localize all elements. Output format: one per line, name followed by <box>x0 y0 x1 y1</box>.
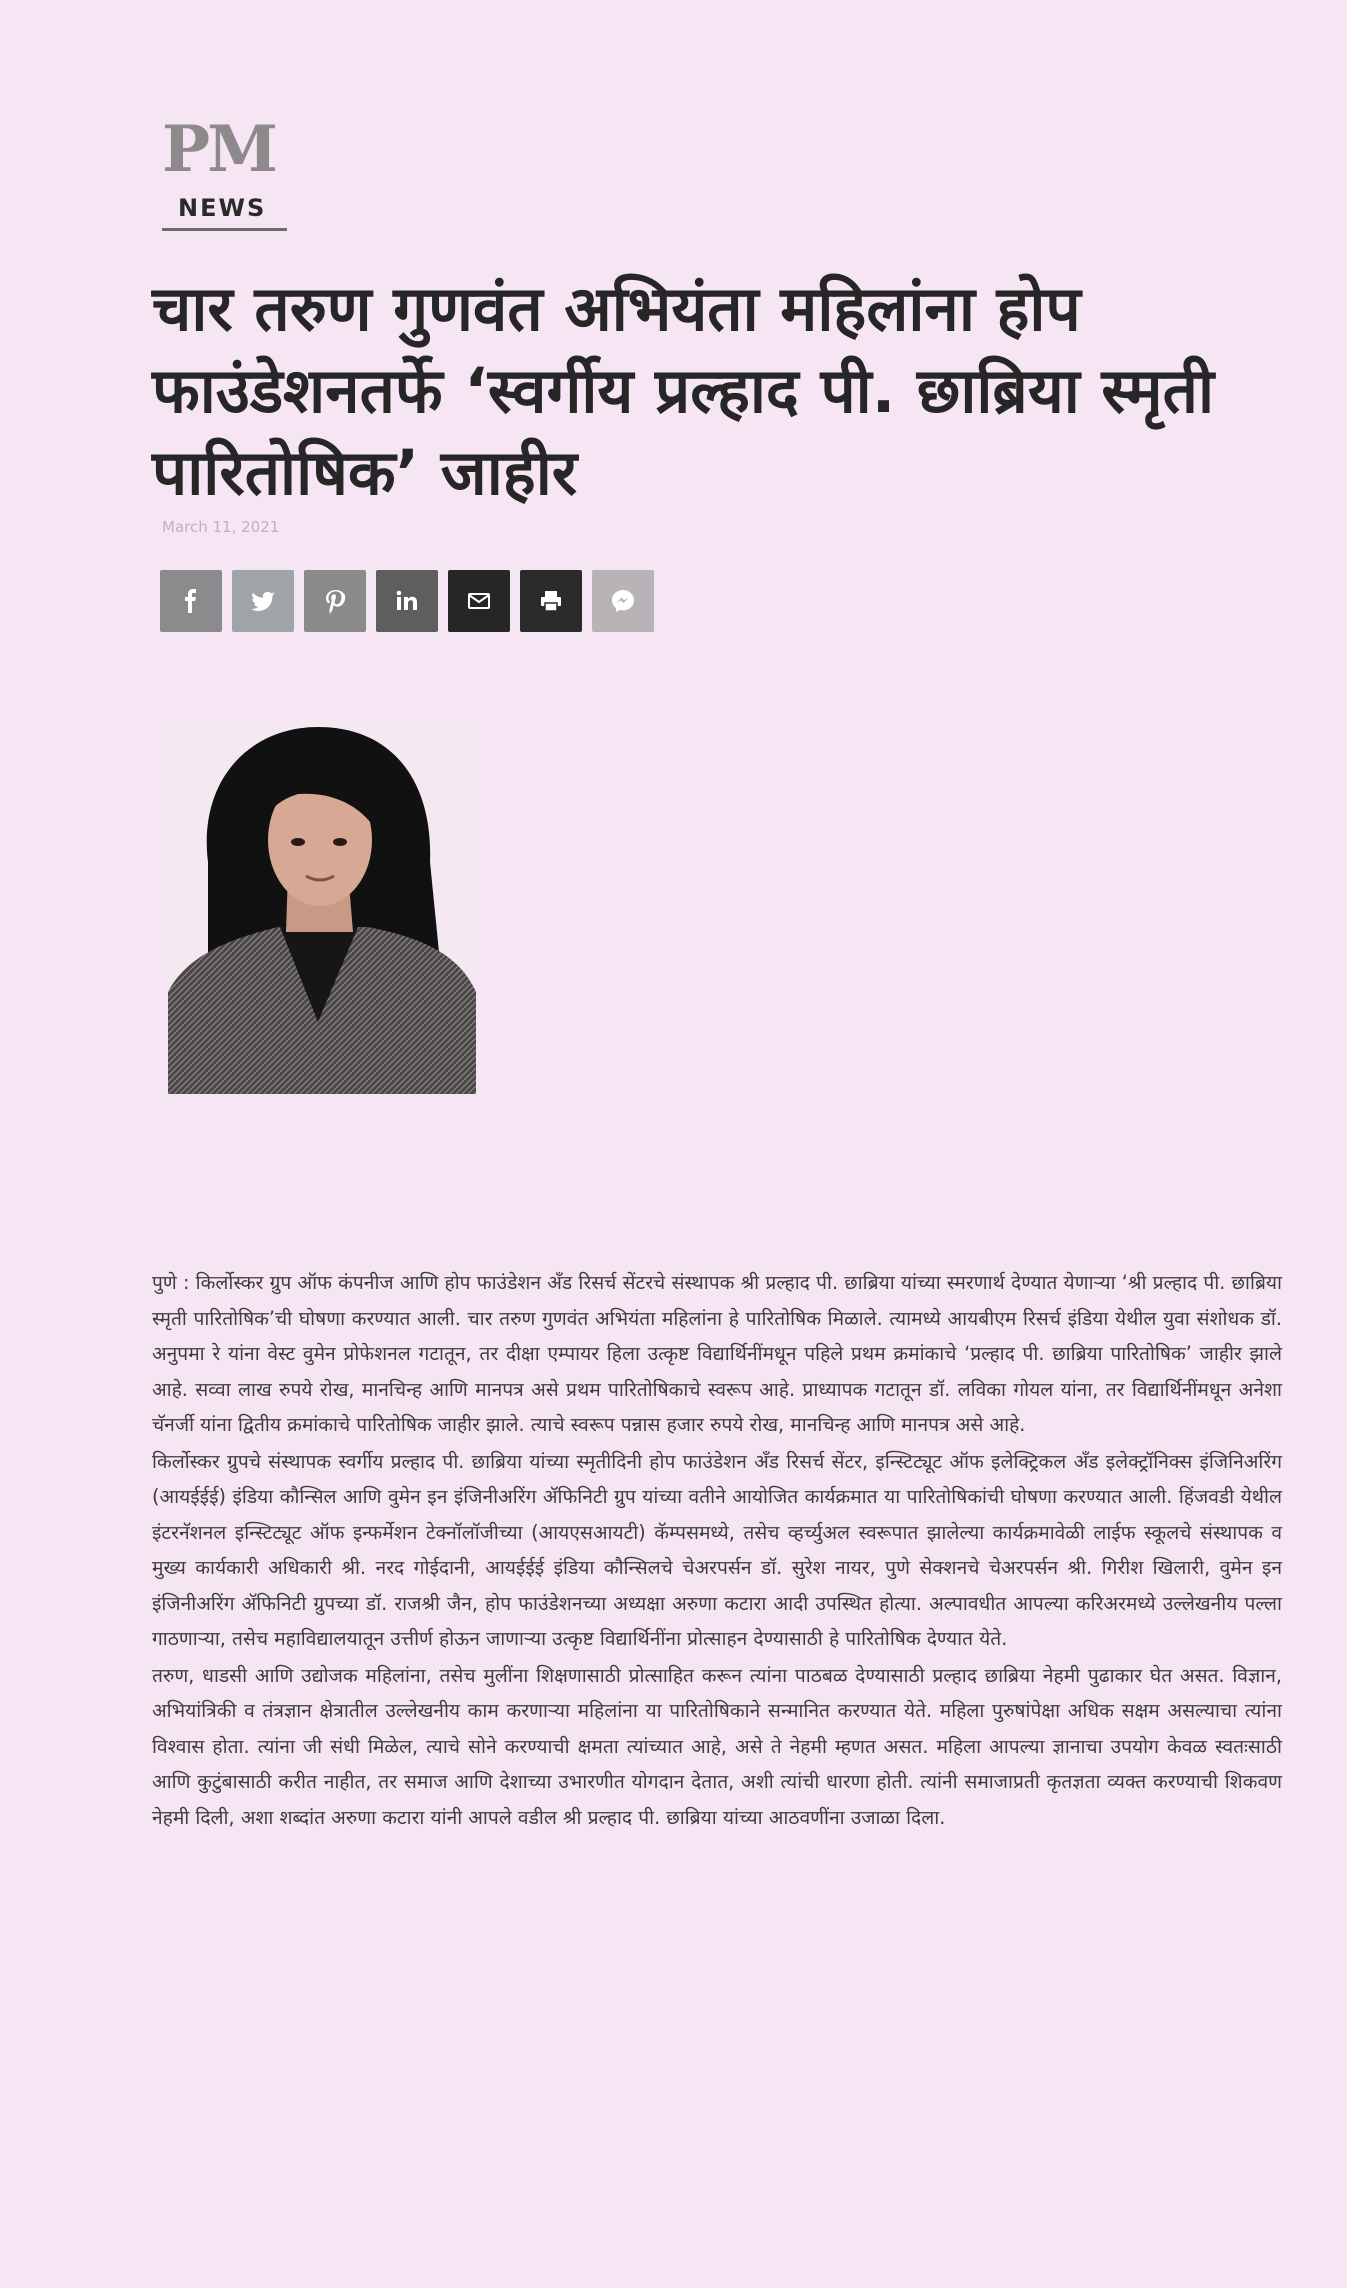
print-icon <box>536 586 566 616</box>
email-icon <box>464 586 494 616</box>
pm-news-logo[interactable] <box>160 112 295 243</box>
facebook-share-button[interactable] <box>160 570 222 632</box>
linkedin-icon <box>392 586 422 616</box>
pinterest-icon <box>320 586 350 616</box>
share-buttons <box>160 570 654 636</box>
logo-underline <box>162 228 287 231</box>
article-paragraph: पुणे : किर्लोस्कर ग्रुप ऑफ कंपनीज आणि होप फाउंडेशन अँड रिसर्च सेंटरचे संस्थापक श्री प्रल्हाद पी. छाब्रिया यांच्या स्मरणार्थ देण्यात येणाऱ्या ‘श्री प्रल्हाद पी. छाब्रिया स्मृती पारितोषिक’ची घोषणा करण्यात आली. चार तरुण गुणवंत अभियंता महिलांना हे पारितोषिक मिळाले. त्यामध्ये आयबीएम रिसर्च इंडिया येथील युवा संशोधक डॉ. अनुपमा रे यांना वेस्ट वुमेन प्रोफेशनल गटातून, तर दीक्षा एम्पायर हिला उत्कृष्ट विद्यार्थिनींमधून पहिले प्रथम क्रमांकाचे ‘प्रल्हाद पी. छाब्रिया पारितोषिक’ जाहीर झाले आहे. सव्वा लाख रुपये रोख, मानचिन्ह आणि मानपत्र असे प्रथम पारितोषिकाचे स्वरूप आहे. प्राध्यापक गटातून डॉ. लविका गोयल यांना, तर विद्यार्थिनींमधून अनेशा चॅनर्जी यांना द्वितीय क्रमांकाचे पारितोषिक जाहीर झाले. त्याचे स्वरूप पन्नास हजार रुपये रोख, मानचिन्ह आणि मानपत्र असे आहे. <box>152 1271 1282 1436</box>
email-share-button[interactable] <box>448 570 510 632</box>
pinterest-share-button[interactable] <box>304 570 366 632</box>
linkedin-share-button[interactable] <box>376 570 438 632</box>
article-paragraph: किर्लोस्कर ग्रुपचे संस्थापक स्वर्गीय प्रल्हाद पी. छाब्रिया यांच्या स्मृतीदिनी होप फाउंडेशन अँड रिसर्च सेंटर, इन्स्टिट्यूट ऑफ इलेक्ट्रिकल अँड इलेक्ट्रॉनिक्स इंजिनिअरिंग (आयईईई) इंडिया कौन्सिल आणि वुमेन इन इंजिनीअरिंग ॲफिनिटी ग्रुप यांच्या वतीने आयोजित कार्यक्रमात या पारितोषिकांची घोषणा करण्यात आली. हिंजवडी येथील इंटरनॅशनल इन्स्टिट्यूट ऑफ इन्फर्मेशन टेक्नॉलॉजीच्या (आयएसआयटी) कॅम्पसमध्ये, तसेच व्हर्च्युअल स्वरूपात झालेल्या कार्यक्रमावेळी लाईफ स्कूलचे संस्थापक व मुख्य कार्यकारी अधिकारी श्री. नरद गोईदानी, आयईईई इंडिया कौन्सिलचे चेअरपर्सन डॉ. सुरेश नायर, पुणे सेक्शनचे चेअरपर्सन श्री. गिरीश खिलारी, वुमेन इन इंजिनीअरिंग ॲफिनिटी ग्रुपच्या डॉ. राजश्री जैन, होप फाउंडेशनच्या अध्यक्षा अरुणा कटारा आदी उपस्थित होत्या. अल्पावधीत आपल्या करिअरमध्ये उल्लेखनीय पल्ला गाठणाऱ्या, तसेच महाविद्यालयातून उत्तीर्ण होऊन जाणाऱ्या उत्कृष्ट विद्यार्थिनींना प्रोत्साहन देण्यासाठी हे पारितोषिक देण्यात येते. <box>152 1449 1282 1650</box>
print-share-button[interactable] <box>520 570 582 632</box>
publish-date: March 11, 2021 <box>162 518 280 536</box>
twitter-share-button[interactable] <box>232 570 294 632</box>
logo-news-text: NEWS <box>178 194 267 222</box>
article-paragraph: तरुण, धाडसी आणि उद्योजक महिलांना, तसेच मुलींना शिक्षणासाठी प्रोत्साहित करून त्यांना पाठबळ देण्यासाठी प्रल्हाद छाब्रिया नेहमी पुढाकार घेत असत. विज्ञान, अभियांत्रिकी व तंत्रज्ञान क्षेत्रातील उल्लेखनीय काम करणाऱ्या महिलांना या पारितोषिकाने सन्मानित करण्यात येते. महिला पुरुषांपेक्षा अधिक सक्षम असल्याचा त्यांना विश्वास होता. त्यांना जी संधी मिळेल, त्याचे सोने करण्याची क्षमता त्यांच्यात आहे, असे ते नेहमी म्हणत असत. महिला आपल्या ज्ञानाचा उपयोग केवळ स्वतःसाठी आणि कुटुंबासाठी करीत नाहीत, तर समाज आणि देशाच्या उभारणीत योगदान देतात, अशी त्यांची धारणा होती. त्यांनी समाजाप्रती कृतज्ञता व्यक्त करण्याची शिकवण नेहमी दिली, अशा शब्दांत अरुणा कटारा यांनी आपले वडील श्री प्रल्हाद पी. छाब्रिया यांच्या आठवणींना उजाळा दिला. <box>152 1663 1282 1829</box>
messenger-share-button[interactable] <box>592 570 654 632</box>
article-headline: चार तरुण गुणवंत अभियंता महिलांना होप फाउंडेशनतर्फे ‘स्वर्गीय प्रल्हाद पी. छाब्रिया स्मृती पारितोषिक’ जाहीर <box>152 272 1215 509</box>
article-body <box>152 1265 1282 1836</box>
twitter-icon <box>248 586 278 616</box>
facebook-icon <box>176 586 206 616</box>
logo-pm-text: PM <box>162 112 275 187</box>
article-photo <box>168 722 476 1094</box>
portrait-image <box>168 722 476 1094</box>
messenger-icon <box>608 586 638 616</box>
